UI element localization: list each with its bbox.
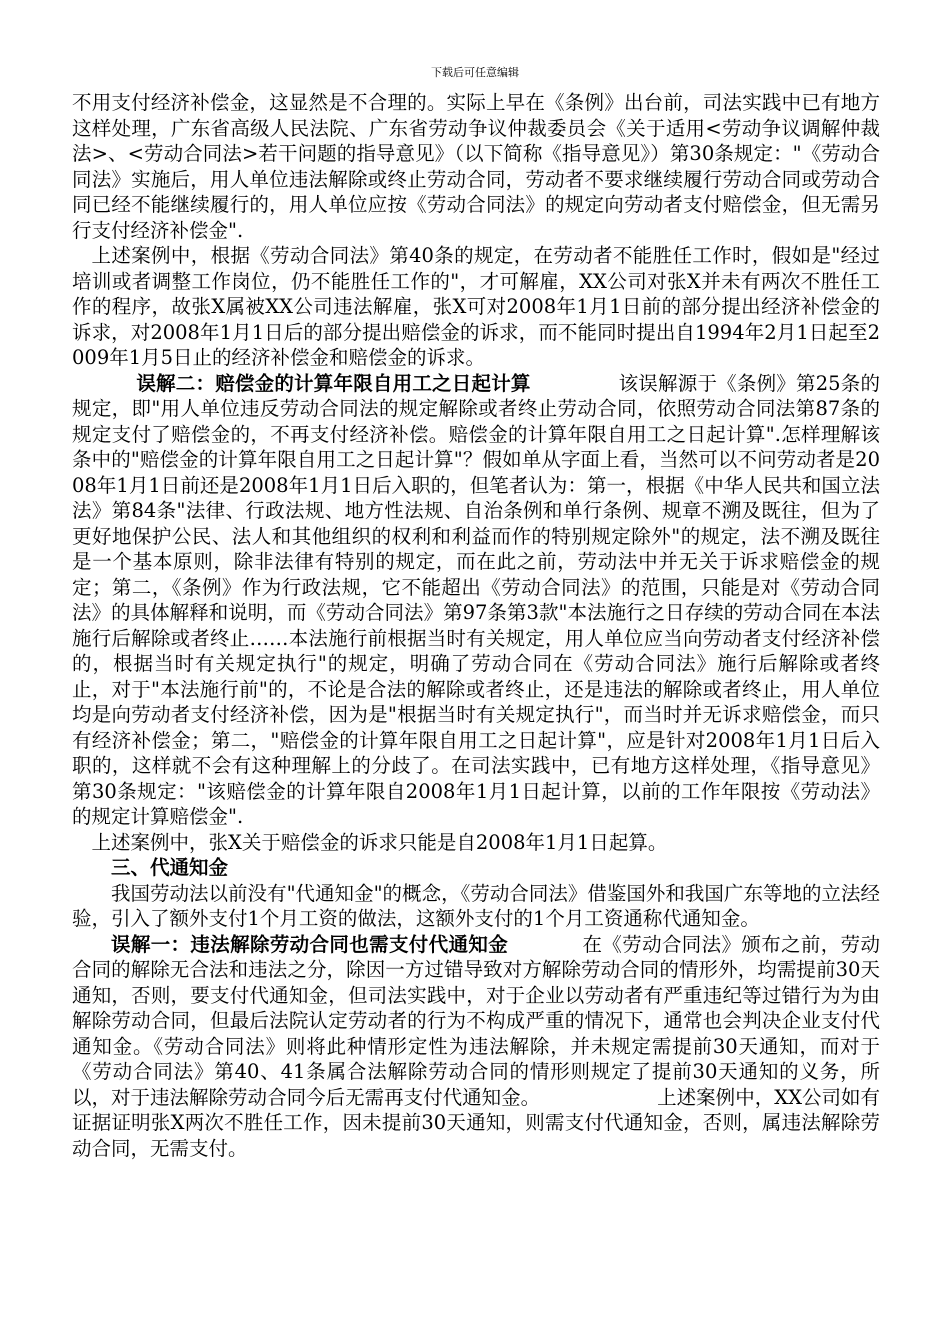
paragraph-6: 我国劳动法以前没有"代通知金"的概念，《劳动合同法》借鉴国外和我国广东等地的立法经验，引入了额外支付1个月工资的做法，这额外支付的1个月工资通称代通知金。 — [72, 881, 880, 930]
section-heading-misconception-2: 误解二：赔偿金的计算年限自用工之日起计算 — [136, 371, 531, 395]
page-header: 下载后可任意编辑 — [431, 66, 519, 79]
paragraph-3-body: 该误解源于《条例》第25条的规定，即"用人单位违反劳动合同法的规定解除或者终止劳动合同，依照劳动合同法第87条的规定支付了赔偿金的，不再支付经济补偿。赔偿金的计算年限自用工之日起计算".怎样理解该条中的"赔偿金的计算年限自用工之日起计算"？假如单从字面上看，当然可以不问劳动者是2008年1月1日前还是2008年1月1日后入职的，但笔者认为：第一，根据《中华人民共和国立法法》第84条"法律、行政法规、地方性法规、自治条例和单行条例、规章不溯及既往，但为了更好地保护公民、法人和其他组织的权利和利益而作的特别规定除外"的规定，法不溯及既往是一个基本原则，除非法律有特别的规定，而在此之前，劳动法中并无关于诉求赔偿金的规定；第二，《条例》作为行政法规，它不能超出《劳动合同法》的范围，只能是对《劳动合同法》的具体解释和说明，而《劳动合同法》第97条第3款"本法施行之日存续的劳动合同在本法施行后解除或者终止……本法施行前根据当时有关规定，用人单位应当向劳动者支付经济补偿的，根据当时有关规定执行"的规定，明确了劳动合同在《劳动合同法》施行后解除或者终止，对于"本法施行前"的，不论是合法的解除或者终止，还是违法的解除或者终止，用人单位均是向劳动者支付经济补偿，因为是"根据当时有关规定执行"，而当时并无诉求赔偿金，而只有经济补偿金；第二，"赔偿金的计算年限自用工之日起计算"，应是针对2008年1月1日后入职的，这样就不会有这种理解上的分歧了。在司法实践中，已有地方这样处理，《指导意见》第30条规定："该赔偿金的计算年限自2008年1月1日起计算，以前的工作年限按《劳动法》的规定计算赔偿金". — [72, 371, 880, 828]
paragraph-4: 上述案例中，张X关于赔偿金的诉求只能是自2008年1月1日起算。 — [91, 830, 668, 854]
paragraph-2: 上述案例中，根据《劳动合同法》第40条的规定，在劳动者不能胜任工作时，假如是"经过培训或者调整工作岗位，仍不能胜任工作的"，才可解雇，XX公司对张X并未有两次不胜任工作的程序，故张X属被XX公司违法解雇，张X可对2008年1月1日前的部分提出经济补偿金的诉求，对2008年1月1日后的部分提出赔偿金的诉求，而不能同时提出自1994年2月1日起至2009年1月5日止的经济补偿金和赔偿金的诉求。 — [72, 244, 880, 369]
paragraph-1: 不用支付经济补偿金，这显然是不合理的。实际上早在《条例》出台前，司法实践中已有地方这样处理，广东省高级人民法院、广东省劳动争议仲裁委员会《关于适用<劳动争议调解仲裁法>、<劳动合同法>若干问题的指导意见》（以下简称《指导意见》）第30条规定："《劳动合同法》实施后，用人单位违法解除或终止劳动合同，劳动者不要求继续履行劳动合同或劳动合同已经不能继续履行的，用人单位应按《劳动合同法》的规定向劳动者支付赔偿金，但无需另行支付经济补偿金". — [72, 91, 880, 242]
document-body — [72, 90, 880, 1161]
paragraph-7-tail: 上述案例中，XX公司如有证据证明张X两次不胜任工作，因未提前30天通知，则需支付代通知金，否则，属违法解除劳动合同，无需支付。 — [72, 1085, 880, 1160]
paragraph-7 — [72, 932, 880, 1162]
paragraph-7-body: 在《劳动合同法》颁布之前，劳动合同的解除无合法和违法之分，除因一方过错导致对方解除劳动合同的情形外，均需提前30天通知，否则，要支付代通知金，但司法实践中，对于企业以劳动者有严重违纪等过错行为为由解除劳动合同，但最后法院认定劳动者的行为不构成严重的情况下，通常也会判决企业支付代通知金。《劳动合同法》则将此种情形定性为违法解除，并未规定需提前30天通知，而对于《劳动合同法》第40、41条属合法解除劳动合同的情形则规定了提前30天通知的义务，所以，对于违法解除劳动合同今后无需再支付代通知金。 — [72, 932, 880, 1109]
section-heading-misconception-1: 误解一：违法解除劳动合同也需支付代通知金 — [111, 932, 509, 956]
section-heading-notice-pay: 三、代通知金 — [111, 856, 229, 879]
paragraph-3 — [72, 371, 880, 830]
